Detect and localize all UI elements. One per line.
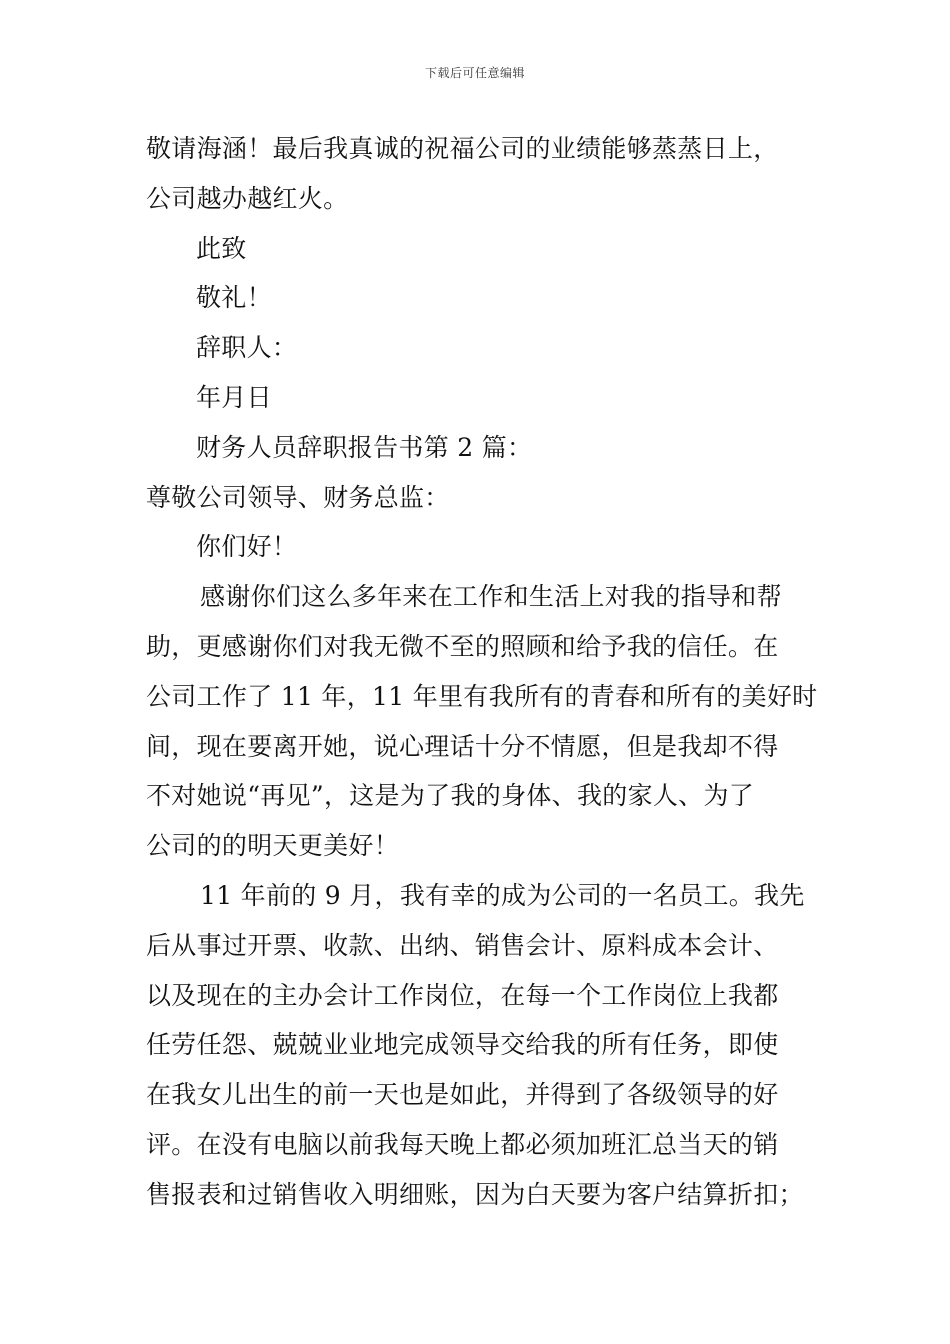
- paragraph-line: 以及现在的主办会计工作岗位，在每一个工作岗位上我都: [146, 980, 779, 1010]
- paragraph-line: 后从事过开票、收款、出纳、销售会计、原料成本会计、: [146, 930, 779, 960]
- text-line: 敬请海涵！最后我真诚的祝福公司的业绩能够蒸蒸日上，: [146, 134, 779, 163]
- paragraph-line: 不对她说“再见”，这是为了我的身体、我的家人、为了: [146, 781, 755, 811]
- date-line: 年月日: [196, 382, 272, 412]
- paragraph-line: 11 年前的 9 月，我有幸的成为公司的一名员工。我先: [200, 880, 805, 910]
- paragraph-line: 公司的的明天更美好！: [146, 831, 400, 861]
- addressee-line: 尊敬公司领导、财务总监：: [146, 482, 450, 512]
- paragraph-line: 售报表和过销售收入明细账，因为白天要为客户结算折扣；: [146, 1179, 804, 1209]
- paragraph-line: 助，更感谢你们对我无微不至的照顾和给予我的信任。在: [146, 631, 779, 661]
- salutation-line: 敬礼！: [196, 283, 272, 313]
- signature-line: 辞职人：: [196, 333, 298, 363]
- paragraph-line: 任劳任怨、兢兢业业地完成领导交给我的所有任务，即使: [146, 1030, 779, 1060]
- text-line: 公司越办越红火。: [146, 183, 349, 213]
- page-header-note: 下载后可任意编辑: [424, 66, 525, 80]
- document-body: [146, 124, 818, 1220]
- paragraph-line: 在我女儿出生的前一天也是如此，并得到了各级领导的好: [146, 1080, 779, 1110]
- salutation-line: 此致: [196, 233, 247, 263]
- paragraph-line: 间，现在要离开她，说心理话十分不情愿，但是我却不得: [146, 731, 779, 761]
- section-title: 财务人员辞职报告书第 2 篇：: [196, 432, 533, 462]
- paragraph-line: 公司工作了 11 年，11 年里有我所有的青春和所有的美好时: [146, 681, 818, 711]
- paragraph-line: 评。在没有电脑以前我每天晚上都必须加班汇总当天的销: [146, 1129, 779, 1159]
- paragraph-line: 感谢你们这么多年来在工作和生活上对我的指导和帮: [200, 582, 782, 612]
- greeting-line: 你们好！: [196, 532, 298, 562]
